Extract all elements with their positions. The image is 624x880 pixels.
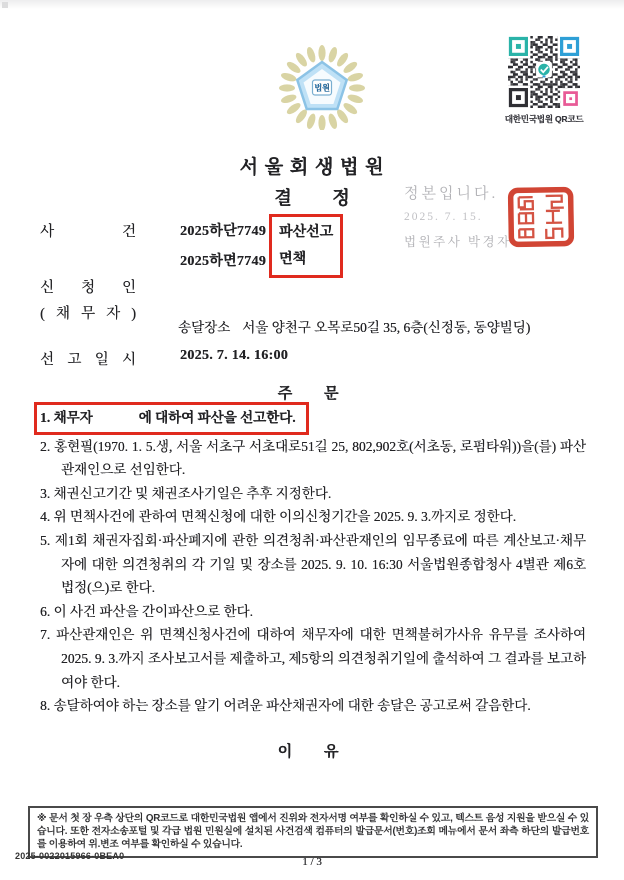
order-item-text: 이 사건 파산을 간이파산으로 한다.	[53, 603, 253, 619]
emblem-label: 법원	[314, 83, 330, 93]
order-item-number: 6.	[40, 603, 51, 619]
order-item-text: 홍현필(1970. 1. 5.생, 서울 서초구 서초대로51길 25, 802,902호(서초동, 로펌타워))을(를) 파산관재인으로 선임한다.	[53, 438, 586, 478]
qr-code-icon	[508, 36, 580, 108]
order-item-text: 채권신고기간 및 채권조사기일은 추후 지정한다.	[53, 485, 332, 501]
certification-stamp	[404, 182, 512, 250]
order-item-text: 송달하여야 하는 장소를 알기 어려운 파산채권자에 대한 송달은 공고로써 갈음한다.	[53, 698, 531, 714]
order-item-7	[40, 623, 586, 694]
certification-officer: 법원주사 박경자	[404, 235, 512, 249]
order-item-8	[40, 694, 586, 718]
order-item-1-debtor: 채무자	[53, 410, 93, 425]
case-number-2: 2025하면7749	[180, 254, 267, 269]
order-item-number: 2.	[40, 438, 51, 454]
case-number-1: 2025하단7749	[180, 224, 267, 239]
applicant-sub-label: ( 채 무 자 )	[40, 306, 136, 322]
order-item-number: 7.	[40, 627, 51, 643]
page-indicator: 1 / 3	[302, 856, 322, 868]
delivery-label: 송달장소	[178, 320, 231, 335]
order-item-number: 3.	[40, 485, 51, 501]
order-item-number: 8.	[40, 698, 51, 714]
order-item-number: 5.	[40, 532, 51, 548]
court-emblem-icon	[277, 44, 367, 130]
qr-caption: 대한민국법원 QR코드	[504, 114, 584, 124]
ruling-datetime-value: 2025. 7. 14. 16:00	[180, 348, 289, 363]
scan-artifact	[0, 0, 624, 9]
order-item-1-number: 1.	[40, 410, 51, 425]
case-type-2: 면책	[279, 252, 307, 267]
order-item-3	[40, 482, 586, 506]
ruling-datetime-label: 선 고 일 시	[40, 352, 136, 368]
order-item-text: 제1회 채권자집회·파산폐지에 관한 의견청취·파산관재인의 임무종료에 따른 계산보고·채무자에 대한 의견청취의 각 기일 및 장소를 2025. 9. 10. 16:30 서울법원종합청사 4별관 제6호 법정(으)로 한다.	[54, 532, 586, 596]
order-item-1-text: 에 대하여 파산을 선고한다.	[138, 410, 296, 425]
order-heading: 주 문	[277, 386, 339, 402]
qr-code-block	[498, 36, 590, 125]
case-type-1: 파산선고	[279, 225, 334, 240]
order-item-number: 4.	[40, 509, 51, 525]
delivery-address: 서울 양천구 오목로50길 35, 6층(신정동, 동양빌딩)	[242, 320, 531, 335]
order-list	[40, 402, 586, 718]
court-name-title: 서 울 회 생 법 원	[239, 157, 385, 178]
applicant-label: 신 청 인	[40, 280, 136, 296]
order-item-text: 위 면책사건에 관하여 면책신청에 대한 이의신청기간을 2025. 9. 3.까지로 정한다.	[53, 509, 517, 525]
order-item-1-highlight-box	[34, 402, 309, 435]
footer-notice-box	[28, 806, 598, 858]
order-item-2	[40, 435, 586, 482]
document-type-title: 결 정	[274, 188, 350, 208]
scan-corner-artifact	[2, 2, 8, 8]
case-label: 사 건	[40, 224, 136, 240]
case-type-highlight-box	[269, 214, 343, 278]
reason-heading: 이 유	[277, 744, 339, 760]
certification-date: 2025. 7. 15.	[404, 211, 483, 223]
footer-notice-text: ※ 문서 첫 장 우측 상단의 QR코드로 대한민국법원 앱에서 진위와 전자서명 여부를 확인하실 수 있고, 텍스트 음성 지원을 받으실 수 있습니다. 또한 전자소송포털 및 각급 법원 민원실에 설치된 사건검색 컴퓨터의 발급문서(번호)조회 메뉴에서 문서 좌측 하단의 발급번호를 이용하여 위.변조 여부를 확인하실 수 있습니다.	[37, 813, 589, 851]
order-item-text: 파산관재인은 위 면책신청사건에 대하여 채무자에 대한 면책불허가사유 유무를 조사하여 2025. 9. 3.까지 조사보고서를 제출하고, 제5항의 의견청취기일에 출석하여 그 결과를 보고하여야 한다.	[56, 627, 586, 690]
official-seal-icon	[507, 186, 574, 247]
order-item-1	[40, 402, 586, 435]
issue-number: 2025-0022015966-0BEA0	[15, 851, 125, 861]
delivery-address-line	[178, 316, 530, 336]
order-item-6	[40, 600, 586, 624]
order-item-4	[40, 505, 586, 529]
order-item-5	[40, 529, 586, 600]
certification-text: 정본입니다.	[404, 186, 499, 202]
